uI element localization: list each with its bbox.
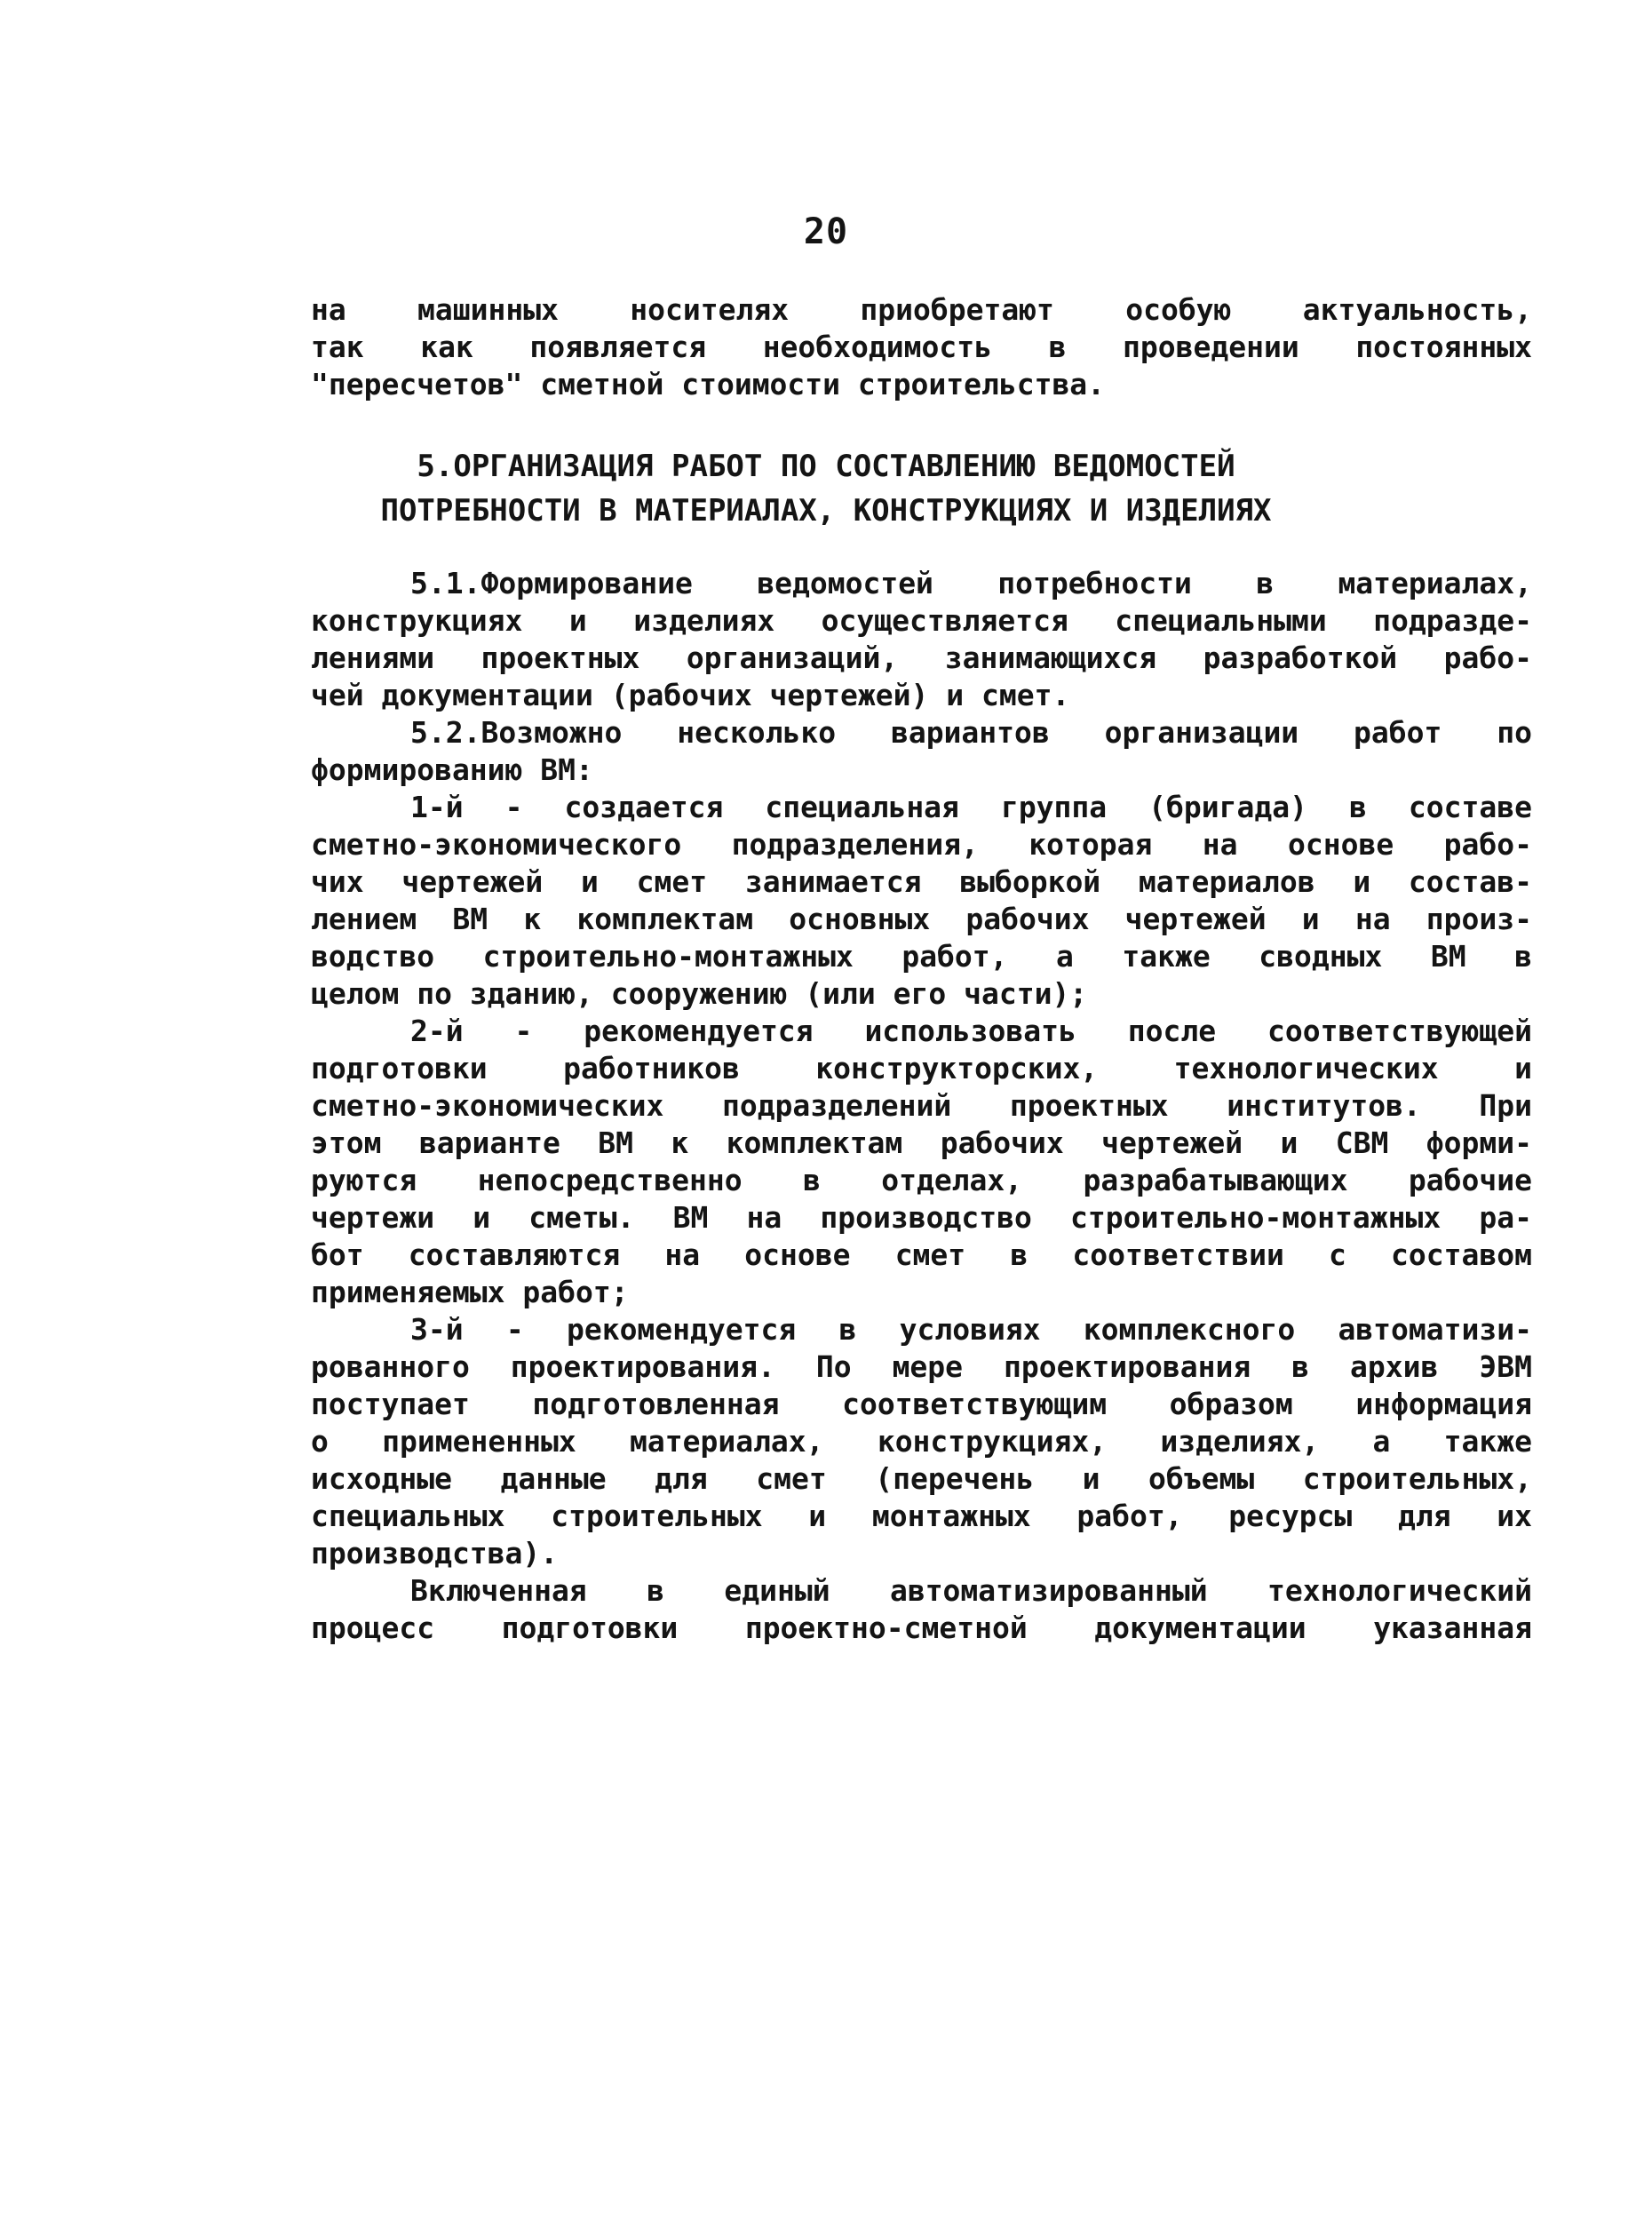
variant-1-line: целом по зданию, сооружению (или его части); (311, 976, 1088, 1011)
page-number: 20 (803, 211, 849, 252)
text-line: на машинных носителях приобретают особую актуальность, (311, 292, 1532, 327)
closing-paragraph-line: процесс подготовки проектно-сметной документации указанная (311, 1611, 1532, 1645)
variant-1-line: водство строительно-монтажных работ, а также сводных ВМ в (311, 939, 1532, 974)
section-heading-line-1: 5.ОРГАНИЗАЦИЯ РАБОТ ПО СОСТАВЛЕНИЮ ВЕДОМОСТЕЙ (417, 449, 1235, 484)
variant-3-line: специальных строительных и монтажных работ, ресурсы для их (311, 1499, 1532, 1533)
variant-2-line: бот составляются на основе смет в соответствии с составом (311, 1237, 1532, 1272)
variant-2-line: применяемых работ; (311, 1275, 629, 1309)
variant-2-line: чертежи и сметы. ВМ на производство строительно-монтажных ра- (311, 1200, 1532, 1235)
variant-2-line: сметно-экономических подразделений проектных институтов. При (311, 1088, 1532, 1123)
variant-3-line: исходные данные для смет (перечень и объемы строительных, (311, 1461, 1532, 1496)
paragraph-5-1-line: чей документации (рабочих чертежей) и смет. (311, 678, 1070, 712)
paragraph-5-1-line: лениями проектных организаций, занимающихся разработкой рабо- (311, 640, 1532, 675)
variant-1-line: чих чертежей и смет занимается выборкой материалов и состав- (311, 864, 1532, 899)
variant-1-line: 1-й - создается специальная группа (бригада) в составе (410, 790, 1532, 824)
variant-3-line: о примененных материалах, конструкциях, изделиях, а также (311, 1424, 1532, 1459)
text-line: так как появляется необходимость в проведении постоянных (311, 330, 1532, 364)
section-body (311, 565, 1532, 1647)
variant-3-line: рованного проектирования. По мере проектирования в архив ЭВМ (311, 1349, 1532, 1384)
variant-3-line: производства). (311, 1536, 559, 1571)
variant-3-line: 3-й - рекомендуется в условиях комплексного автоматизи- (410, 1312, 1532, 1347)
paragraph-5-2-line: 5.2.Возможно несколько вариантов организации работ по (410, 715, 1532, 750)
text-line: "пересчетов" сметной стоимости строительства. (311, 367, 1106, 402)
paragraph-5-2-line: формированию ВМ: (311, 752, 593, 787)
variant-2-line: этом варианте ВМ к комплектам рабочих чертежей и СВМ форми- (311, 1125, 1532, 1160)
section-heading (0, 444, 1652, 533)
intro-paragraph (311, 291, 1532, 403)
variant-1-line: сметно-экономического подразделения, которая на основе рабо- (311, 827, 1532, 862)
section-heading-line-2: ПОТРЕБНОСТИ В МАТЕРИАЛАХ, КОНСТРУКЦИЯХ И ИЗДЕЛИЯХ (380, 493, 1272, 529)
variant-3-line: поступает подготовленная соответствующим образом информация (311, 1387, 1532, 1421)
variant-2-line: подготовки работников конструкторских, технологических и (311, 1051, 1532, 1086)
paragraph-5-1-line: конструкциях и изделиях осуществляется специальными подразде- (311, 603, 1532, 638)
variant-2-line: 2-й - рекомендуется использовать после соответствующей (410, 1014, 1532, 1048)
closing-paragraph-line: Включенная в единый автоматизированный технологический (410, 1573, 1532, 1608)
variant-1-line: лением ВМ к комплектам основных рабочих чертежей и на произ- (311, 902, 1532, 936)
paragraph-5-1-line: 5.1.Формирование ведомостей потребности в материалах, (410, 566, 1532, 600)
variant-2-line: руются непосредственно в отделах, разрабатывающих рабочие (311, 1163, 1532, 1197)
